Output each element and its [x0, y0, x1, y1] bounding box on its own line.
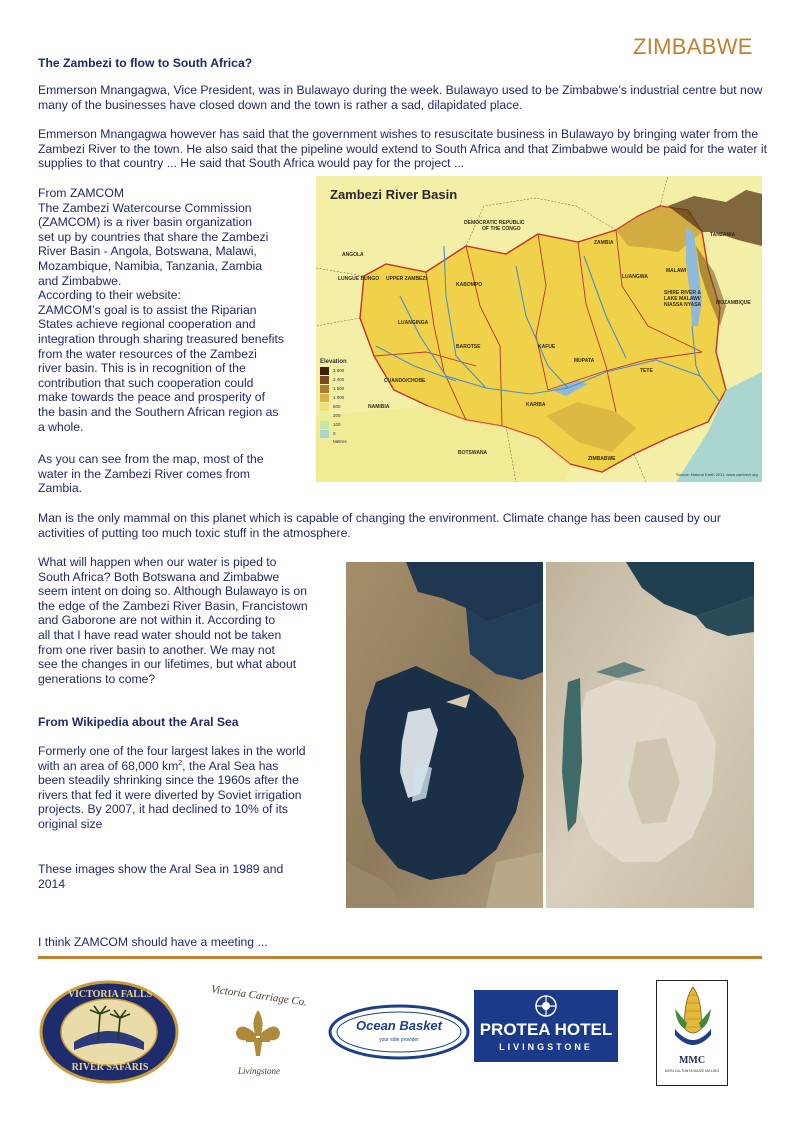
text-line: rivers that fed it were diverted by Soviet irrigation: [38, 787, 302, 802]
legend-label: 1 000: [333, 394, 345, 400]
text-line: From ZAMCOM: [38, 186, 124, 200]
zamcom-text: [38, 186, 338, 434]
map-label: TETE: [640, 368, 653, 374]
protea-hotel-logo: [474, 990, 618, 1062]
satellite-graphic: [546, 562, 754, 908]
map-label: MALAWI: [666, 268, 687, 274]
logo-subtext: your side provider: [379, 1037, 419, 1043]
text-line: According to their website:: [38, 288, 181, 303]
paragraph-pipeline: Emmerson Mnangagwa however has said that the government wishes to resuscitate business in Bulawayo by bringing water from the Zambezi River to the town. He also said that the pipeline would extend to South Africa and that Zimbabwe would be paid for the water it supplies to that country ... He said that South Africa would pay for the project ...: [38, 127, 767, 171]
legend-row: [320, 366, 368, 375]
legend-swatch: [320, 421, 329, 429]
map-commentary: [38, 452, 338, 496]
map-label: NAMIBIA: [368, 404, 390, 410]
map-label: ZAMBIA: [594, 240, 614, 246]
text-line: set up by countries that share the Zambezi: [38, 229, 269, 244]
legend-swatch: [320, 430, 329, 438]
article-title: The Zambezi to flow to South Africa?: [38, 56, 253, 70]
paragraph-vice-president: Emmerson Mnangagwa, Vice President, was in Bulawayo during the week. Bulawayo used to be Zimbabwe’s industrial centre but now many of the businesses have closed down and the town is rather a sad, dilapidated place.: [38, 83, 763, 112]
text-line: from the water resources of the Zambezi: [38, 346, 257, 361]
map-label: MUPATA: [574, 358, 595, 364]
map-label: ANGOLA: [342, 252, 364, 258]
logo-text-top: Victoria Carriage Co.: [210, 983, 308, 1009]
text-line: States achieve regional cooperation and: [38, 317, 256, 332]
map-label: BAROTSE: [456, 344, 481, 350]
legend-row: [320, 429, 368, 438]
text-line: These images show the Aral Sea in 1989 and: [38, 862, 284, 876]
text-line: What will happen when our water is piped to: [38, 555, 277, 569]
zambezi-basin-map: [316, 176, 762, 482]
satellite-graphic: [346, 562, 543, 908]
logo-text: Ocean Basket: [356, 1018, 442, 1033]
text-line: Formerly one of the four largest lakes in the world: [38, 744, 306, 758]
text-line: from one river basin to another. We may not: [38, 642, 275, 657]
legend-swatch: [320, 403, 329, 411]
map-label: TANZANIA: [710, 232, 736, 238]
legend-label: 2 400: [333, 376, 345, 382]
legend-label: 1 500: [333, 385, 345, 391]
text-line: original size: [38, 816, 103, 831]
legend-swatch: [320, 385, 329, 393]
legend-swatch: [320, 367, 329, 375]
text-line: see the changes in our lifetimes, but what about: [38, 657, 297, 672]
text-line: integration through sharing treasured benefits: [38, 331, 284, 346]
map-label: UPPER ZAMBEZI: [386, 276, 427, 282]
country-heading: ZIMBABWE: [633, 34, 753, 59]
text-line: all that I have read water should not be taken: [38, 627, 282, 642]
ocean-basket-logo: [328, 1004, 470, 1060]
legend-unit: Metres: [333, 439, 347, 444]
text-line: [38, 759, 338, 774]
map-title: Zambezi River Basin: [330, 187, 458, 202]
text-line: seem intent on doing so. Although Bulawayo is on: [38, 584, 307, 599]
map-label: ZIMBABWE: [588, 456, 616, 462]
map-label: CUANDO/CHOBE: [384, 378, 426, 384]
map-label: KAFUE: [538, 344, 556, 350]
text-line: water in the Zambezi River comes from: [38, 466, 250, 481]
text-fragment: , the Aral Sea has: [182, 758, 279, 773]
text-line: river basin. This is in recognition of the: [38, 361, 246, 376]
legend-swatch: [320, 376, 329, 384]
text-line: the basin and the Southern African region as: [38, 404, 279, 419]
logo-subtext: LIVINGSTONE: [499, 1042, 593, 1052]
text-line: River Basin - Angola, Botswana, Malawi,: [38, 244, 257, 259]
text-line: The Zambezi Watercourse Commission: [38, 200, 252, 215]
map-label: SHIRE RIVER &: [664, 290, 701, 296]
map-label: DEMOCRATIC REPUBLIC: [464, 220, 525, 226]
text-line: and Zimbabwe.: [38, 273, 122, 288]
text-line: been steadily shrinking since the 1960s after the: [38, 773, 299, 788]
map-label: MOZAMBIQUE: [716, 300, 751, 306]
legend-row: [320, 375, 368, 384]
logo-text: PROTEA HOTEL: [479, 1020, 613, 1039]
text-line: South Africa? Both Botswana and Zimbabwe: [38, 569, 280, 584]
logo-text-bottom: Livingstone: [238, 1066, 280, 1076]
map-credit: Source: Natural Earth 2011, www.zambezi.org: [676, 472, 758, 477]
map-label: KABOMPO: [456, 282, 483, 288]
superscript: 2: [178, 759, 183, 767]
closing-line: I think ZAMCOM should have a meeting ...: [38, 935, 268, 949]
legend-title: Elevation: [320, 359, 347, 365]
map-label: NIASSA NYASA: [664, 302, 702, 308]
footer-divider: [38, 956, 762, 959]
text-line: Mozambique, Namibia, Tanzania, Zambia: [38, 258, 262, 273]
legend-row: [320, 420, 368, 429]
legend-row: [320, 411, 368, 420]
text-line: make towards the peace and prosperity of: [38, 390, 265, 405]
legend-label: 3 000: [333, 367, 345, 373]
text-line: Zambia.: [38, 481, 83, 496]
piped-text: [38, 555, 338, 686]
text-fragment: with an area of 68,000 km: [38, 758, 179, 773]
victoria-falls-river-safaris-logo: [38, 980, 180, 1084]
map-label: LAKE MALAWI/: [664, 296, 701, 302]
text-line: generations to come?: [38, 671, 156, 686]
map-label: BOTSWANA: [458, 450, 488, 456]
mmc-logo: [656, 980, 728, 1086]
map-label: LUANGINGA: [398, 320, 429, 326]
text-line: contribution that such cooperation could: [38, 375, 254, 390]
legend-label: 100: [333, 421, 341, 427]
aral-sea-2014-image: [546, 562, 754, 908]
text-line: 2014: [38, 876, 66, 891]
map-legend: [320, 358, 368, 446]
legend-label: 500: [333, 403, 341, 409]
map-label: LUNGUE BUNGO: [338, 276, 380, 282]
legend-row: [320, 384, 368, 393]
legend-label: 0: [333, 430, 336, 436]
logo-subtext: MOSI-OA-TUNYA MAIZE MILLING: [664, 1069, 720, 1073]
logo-text-bottom: RIVER SAFARIS: [71, 1062, 149, 1073]
text-line: and Gaborone are not within it. According to: [38, 613, 276, 628]
map-label: LUANGWA: [622, 274, 648, 280]
text-line: (ZAMCOM) is a river basin organization: [38, 215, 253, 230]
aral-text: [38, 744, 338, 832]
map-graphic: [316, 176, 762, 482]
protea-flower-icon: [534, 994, 558, 1018]
text-line: the edge of the Zambezi River Basin, Francistown: [38, 598, 308, 613]
map-label: KARIBA: [526, 402, 546, 408]
fleur-de-lis-icon: [230, 1006, 286, 1062]
maize-cob-icon: [671, 985, 715, 1055]
text-line: projects. By 2007, it had declined to 10% of its: [38, 802, 288, 817]
images-caption: [38, 862, 338, 891]
text-line: ZAMCOM’s goal is to assist the Riparian: [38, 302, 257, 317]
aral-sea-1989-image: [346, 562, 543, 908]
text-line: a whole.: [38, 419, 84, 434]
aral-heading: From Wikipedia about the Aral Sea: [38, 715, 239, 729]
legend-swatch: [320, 394, 329, 402]
legend-swatch: [320, 412, 329, 420]
legend-row: [320, 393, 368, 402]
logo-text: MMC: [678, 1055, 706, 1066]
logo-text-top: VICTORIA FALLS: [67, 989, 153, 1000]
legend-row: [320, 402, 368, 411]
legend-label: 200: [333, 412, 341, 418]
victoria-carriage-co-logo: [196, 983, 322, 1082]
text-line: As you can see from the map, most of the: [38, 452, 264, 466]
map-label: OF THE CONGO: [482, 226, 521, 232]
paragraph-climate: Man is the only mammal on this planet which is capable of changing the environment. Climate change has been caused by our activities of putting too much toxic stuff in the atmosphere.: [38, 511, 721, 540]
